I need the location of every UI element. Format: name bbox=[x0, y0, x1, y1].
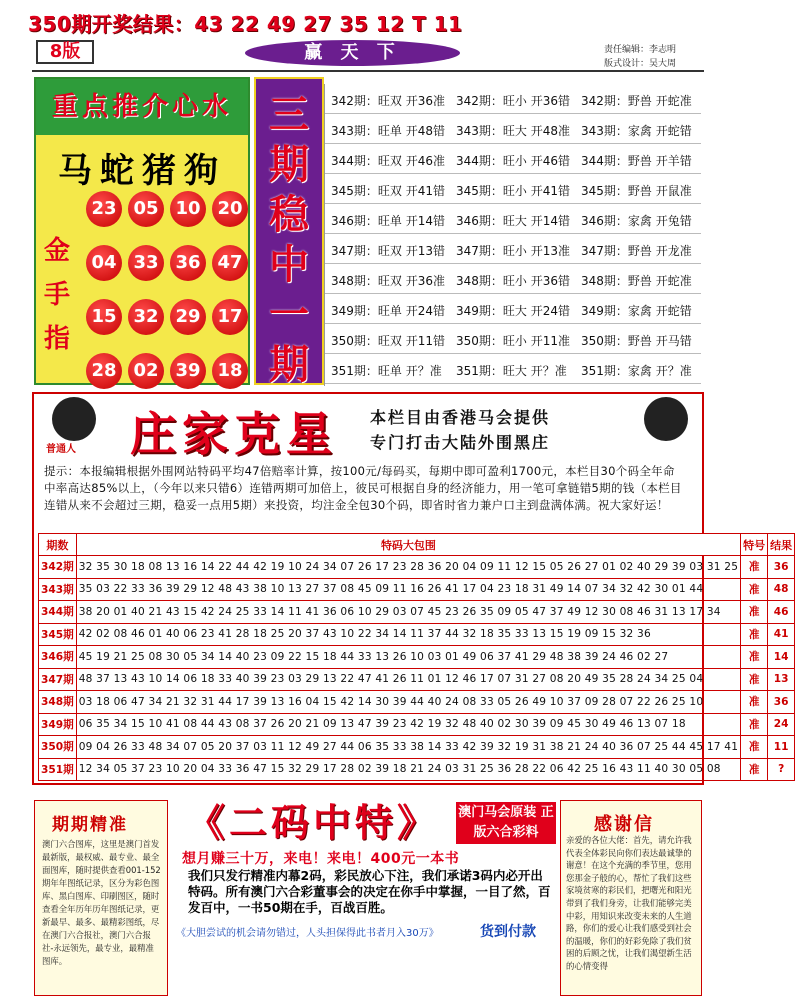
prediction-row bbox=[325, 204, 701, 234]
table-cell-sp: 准 bbox=[741, 668, 768, 691]
avatar bbox=[644, 397, 688, 441]
left-ad-title: 期期精准 bbox=[52, 815, 128, 835]
prediction-cell: 351期：旺单 开？准 bbox=[331, 364, 442, 378]
table-row bbox=[39, 578, 795, 601]
editor-credit: 责任编辑：李志明 bbox=[604, 45, 677, 55]
cash-on-delivery-label: 货到付款 bbox=[480, 924, 536, 940]
prediction-cell: 344期：旺小 开46错 bbox=[456, 154, 570, 168]
banner-char: 稳 bbox=[269, 192, 309, 238]
table-row bbox=[39, 623, 795, 646]
prediction-cell: 343期：旺大 开48准 bbox=[456, 124, 570, 138]
prediction-cell: 344期：野兽 开羊错 bbox=[581, 154, 692, 168]
prediction-cell: 350期：野兽 开马错 bbox=[581, 334, 692, 348]
table-cell-sp: 准 bbox=[741, 623, 768, 646]
numbers-table bbox=[38, 533, 795, 781]
table-cell-nums: 48 37 13 43 10 14 06 18 33 40 39 23 03 29 13 22 47 41 26 11 01 12 46 17 07 31 27 08 20 49 35 28 24 34 25 04 bbox=[76, 668, 740, 691]
zjks-tagline: 本栏目由香港马会提供 bbox=[370, 408, 551, 427]
left-ad-text: 澳门六合图库，这里是澳门首发最新版，最权威、最专业、最全面图库，随时提供查看001-152期年年图纸记录，区分为彩色图库、黑白图库、印刷图区，随时查看全年历年历年图纸记录，更新最早、最多、最精彩图纸，尽在澳门六合报社，澳门六合报社-永远领先，最专业，最精准图库。 bbox=[42, 839, 161, 966]
erma-footnote: 《大胆尝试的机会请勿错过，人头担保得此书者月入30万》 bbox=[176, 928, 439, 939]
table-cell-res: 13 bbox=[768, 668, 795, 691]
prediction-cell: 342期：旺双 开36准 bbox=[331, 94, 445, 108]
thank-you-title: 感谢信 bbox=[594, 814, 654, 835]
table-row bbox=[39, 691, 795, 714]
prediction-row bbox=[325, 264, 701, 294]
number-ball: 05 bbox=[128, 191, 164, 227]
three-period-banner bbox=[254, 77, 324, 388]
number-ball: 47 bbox=[212, 245, 248, 281]
number-ball: 28 bbox=[86, 353, 122, 389]
zjks-tagline: 专门打击大陆外围黑庄 bbox=[370, 433, 551, 452]
table-cell-res: 14 bbox=[768, 646, 795, 669]
design-credit: 版式设计：吴大周 bbox=[604, 59, 677, 69]
prediction-cell: 348期：旺双 开36准 bbox=[331, 274, 445, 288]
prediction-cell: 345期：旺小 开41错 bbox=[456, 184, 570, 198]
table-cell-res: 24 bbox=[768, 713, 795, 736]
prediction-cell: 349期：旺单 开24错 bbox=[331, 304, 445, 318]
prediction-row bbox=[325, 144, 701, 174]
avatar bbox=[52, 397, 96, 441]
prediction-cell: 342期：野兽 开蛇准 bbox=[581, 94, 692, 108]
header-issue: 期数 bbox=[39, 534, 77, 556]
table-cell-sp: 准 bbox=[741, 713, 768, 736]
banner-char: 期 bbox=[269, 342, 309, 388]
header-result: 结果 bbox=[768, 534, 795, 556]
table-cell-res: 11 bbox=[768, 736, 795, 759]
prediction-cell: 343期：旺单 开48错 bbox=[331, 124, 445, 138]
table-cell-sp: 准 bbox=[741, 578, 768, 601]
table-row bbox=[39, 736, 795, 759]
recommend-title: 重点推介心水 bbox=[36, 79, 248, 135]
thank-you-text: 亲爱的各位大佬：首先，请允许我代表全体彩民向你们表达最诚挚的谢意！在这个充满的季节里，您用您那金子般的心，帮忙了我们这些家境贫寒的彩民们，把曙光和阳光带到了我们身旁，让我们能够完美中彩，用知识来改变未来的人生道路，你们的爱心让我们感受到社会的温暖，你们的好彩免除了我们贫困的后顾之忧，让我们渴望新生活的心情变得 bbox=[566, 835, 692, 971]
number-ball: 23 bbox=[86, 191, 122, 227]
prediction-row bbox=[325, 174, 701, 204]
side-char: 指 bbox=[44, 324, 71, 354]
prediction-cell: 348期：旺小 开36错 bbox=[456, 274, 570, 288]
table-row bbox=[39, 646, 795, 669]
table-cell-sp: 准 bbox=[741, 736, 768, 759]
table-cell-issue: 348期 bbox=[39, 691, 77, 714]
prediction-row bbox=[325, 294, 701, 324]
header-special: 特号 bbox=[741, 534, 768, 556]
table-row bbox=[39, 601, 795, 624]
divider bbox=[32, 70, 704, 72]
table-cell-issue: 347期 bbox=[39, 668, 77, 691]
number-ball: 04 bbox=[86, 245, 122, 281]
number-ball: 02 bbox=[128, 353, 164, 389]
banner-char: 三 bbox=[269, 92, 309, 138]
masthead-title: 赢 天 下 bbox=[245, 40, 460, 66]
recommend-zodiacs: 马蛇猪狗 bbox=[58, 151, 226, 191]
table-cell-issue: 349期 bbox=[39, 713, 77, 736]
prediction-cell: 348期：野兽 开蛇准 bbox=[581, 274, 692, 288]
table-cell-issue: 344期 bbox=[39, 601, 77, 624]
table-cell-nums: 12 34 05 37 23 10 20 04 33 36 47 15 32 29 17 28 02 39 18 21 24 03 31 25 36 28 22 06 42 25 16 43 11 40 30 05 08 bbox=[76, 758, 740, 781]
prediction-row bbox=[325, 234, 701, 264]
prediction-cell: 351期：旺大 开？准 bbox=[456, 364, 567, 378]
table-row bbox=[39, 556, 795, 579]
prediction-cell: 345期：旺双 开41错 bbox=[331, 184, 445, 198]
table-cell-issue: 343期 bbox=[39, 578, 77, 601]
table-cell-nums: 09 04 26 33 48 34 07 05 20 37 03 11 12 49 27 44 06 35 33 38 14 33 42 39 32 19 31 38 21 24 40 36 07 25 44 45 17 41 bbox=[76, 736, 740, 759]
table-row bbox=[39, 668, 795, 691]
table-cell-nums: 45 19 21 25 08 30 05 34 14 40 23 09 22 15 18 44 33 13 26 10 03 01 49 06 37 41 29 48 38 39 24 46 02 27 bbox=[76, 646, 740, 669]
number-ball: 15 bbox=[86, 299, 122, 335]
table-cell-issue: 346期 bbox=[39, 646, 77, 669]
zjks-title: 庄家克星 bbox=[130, 407, 338, 461]
prediction-cell: 349期：家禽 开蛇错 bbox=[581, 304, 692, 318]
prediction-cell: 347期：野兽 开龙准 bbox=[581, 244, 692, 258]
edition-label: 8版 bbox=[36, 40, 94, 64]
prediction-cell: 350期：旺双 开11错 bbox=[331, 334, 445, 348]
table-cell-res: ? bbox=[768, 758, 795, 781]
erma-ad: 想月赚三十万，来电！来电！400元一本书 bbox=[182, 851, 460, 867]
table-cell-sp: 准 bbox=[741, 646, 768, 669]
number-ball: 29 bbox=[170, 299, 206, 335]
table-header-row bbox=[39, 534, 795, 556]
table-cell-sp: 准 bbox=[741, 758, 768, 781]
table-row bbox=[39, 713, 795, 736]
table-cell-nums: 32 35 30 18 08 13 16 14 22 44 42 19 10 24 34 07 26 17 23 28 36 20 04 09 11 12 15 05 26 27 01 02 40 29 39 03 31 25 bbox=[76, 556, 740, 579]
table-cell-res: 46 bbox=[768, 601, 795, 624]
banner-char: 一 bbox=[269, 292, 309, 338]
number-ball: 33 bbox=[128, 245, 164, 281]
table-cell-res: 36 bbox=[768, 691, 795, 714]
table-cell-sp: 准 bbox=[741, 691, 768, 714]
number-ball: 36 bbox=[170, 245, 206, 281]
table-cell-issue: 342期 bbox=[39, 556, 77, 579]
prediction-cell: 342期：旺小 开36错 bbox=[456, 94, 570, 108]
prediction-row bbox=[325, 114, 701, 144]
prediction-cell: 351期：家禽 开？准 bbox=[581, 364, 692, 378]
prediction-cell: 347期：旺小 开13准 bbox=[456, 244, 570, 258]
table-row bbox=[39, 758, 795, 781]
erma-body: 我们只发行精准内幕2码，彩民放心下注，我们承诺3码内必开出特码。所有澳门六合彩董事会的决定在你手中掌握，一目了然，百发百中，一书50期在手，百战百胜。 bbox=[188, 868, 551, 915]
banner-char: 中 bbox=[269, 242, 309, 288]
table-cell-res: 41 bbox=[768, 623, 795, 646]
recommend-panel bbox=[34, 77, 250, 385]
prediction-table bbox=[324, 84, 700, 386]
prediction-row bbox=[325, 354, 701, 384]
number-ball: 10 bbox=[170, 191, 206, 227]
number-ball: 18 bbox=[212, 353, 248, 389]
table-cell-nums: 35 03 22 33 36 39 29 12 48 43 38 10 13 27 37 08 45 09 11 16 26 41 17 04 23 18 31 49 14 07 34 32 42 30 01 44 bbox=[76, 578, 740, 601]
table-cell-nums: 06 35 34 15 10 41 08 44 43 08 37 26 20 21 09 13 47 39 23 42 19 32 48 40 02 30 39 09 45 30 49 46 13 07 18 bbox=[76, 713, 740, 736]
avatar-label: 普通人 bbox=[46, 444, 76, 455]
number-ball: 17 bbox=[212, 299, 248, 335]
prediction-cell: 345期：野兽 开鼠准 bbox=[581, 184, 692, 198]
prediction-cell: 350期：旺小 开11准 bbox=[456, 334, 570, 348]
table-cell-res: 36 bbox=[768, 556, 795, 579]
prediction-cell: 344期：旺双 开46准 bbox=[331, 154, 445, 168]
prediction-cell: 346期：家禽 开兔错 bbox=[581, 214, 692, 228]
prediction-cell: 349期：旺大 开24错 bbox=[456, 304, 570, 318]
table-cell-issue: 351期 bbox=[39, 758, 77, 781]
number-ball: 20 bbox=[212, 191, 248, 227]
header-numbers: 特码大包围 bbox=[76, 534, 740, 556]
table-cell-issue: 345期 bbox=[39, 623, 77, 646]
table-cell-res: 48 bbox=[768, 578, 795, 601]
side-char: 金 bbox=[44, 236, 71, 266]
golden-finger-label bbox=[44, 229, 71, 361]
table-cell-nums: 38 20 01 40 21 43 15 42 24 25 33 14 11 41 36 06 10 29 03 07 45 23 26 35 09 05 47 37 49 12 30 08 46 31 13 17 34 bbox=[76, 601, 740, 624]
prediction-row bbox=[325, 324, 701, 354]
table-cell-nums: 42 02 08 46 01 40 06 23 41 28 18 25 20 37 43 10 22 34 14 11 37 44 32 18 35 33 13 15 19 09 15 32 36 bbox=[76, 623, 740, 646]
number-ball: 32 bbox=[128, 299, 164, 335]
table-cell-sp: 准 bbox=[741, 556, 768, 579]
prediction-cell: 346期：旺大 开14错 bbox=[456, 214, 570, 228]
prediction-cell: 346期：旺单 开14错 bbox=[331, 214, 445, 228]
table-cell-issue: 350期 bbox=[39, 736, 77, 759]
zjks-note: 提示：本报编辑根据外围网站特码平均47倍赔率计算，按100元/每码买，每期中即可盈利1700元，本栏目30个码全年命中率高达85%以上，（今年以来只错6）连错两期可加倍上，彼民可根据自身的经济能力，用一笔可拿链错5期的钱（本栏目连错从来不会超过三期，稳妥一点用5期）来投资，均注金全包30个码，即省时省力兼户口主到盘满体满。祝大家好运！ bbox=[44, 464, 682, 512]
table-cell-nums: 03 18 06 47 34 21 32 31 44 17 39 13 16 04 15 42 14 30 39 44 40 24 08 33 05 26 49 10 37 09 28 07 22 26 25 10 bbox=[76, 691, 740, 714]
side-char: 手 bbox=[44, 280, 71, 310]
banner-char: 期 bbox=[269, 142, 309, 188]
erma-badge: 澳门马会原装 正版六合彩料 bbox=[456, 802, 556, 844]
prediction-row bbox=[325, 84, 701, 114]
prediction-cell: 347期：旺双 开13错 bbox=[331, 244, 445, 258]
lottery-results-header: 350期开奖结果：43 22 49 27 35 12 T 11 bbox=[28, 12, 463, 36]
prediction-cell: 343期：家禽 开蛇错 bbox=[581, 124, 692, 138]
table-cell-sp: 准 bbox=[741, 601, 768, 624]
number-ball: 39 bbox=[170, 353, 206, 389]
erma-title: 《二码中特》 bbox=[174, 802, 452, 844]
